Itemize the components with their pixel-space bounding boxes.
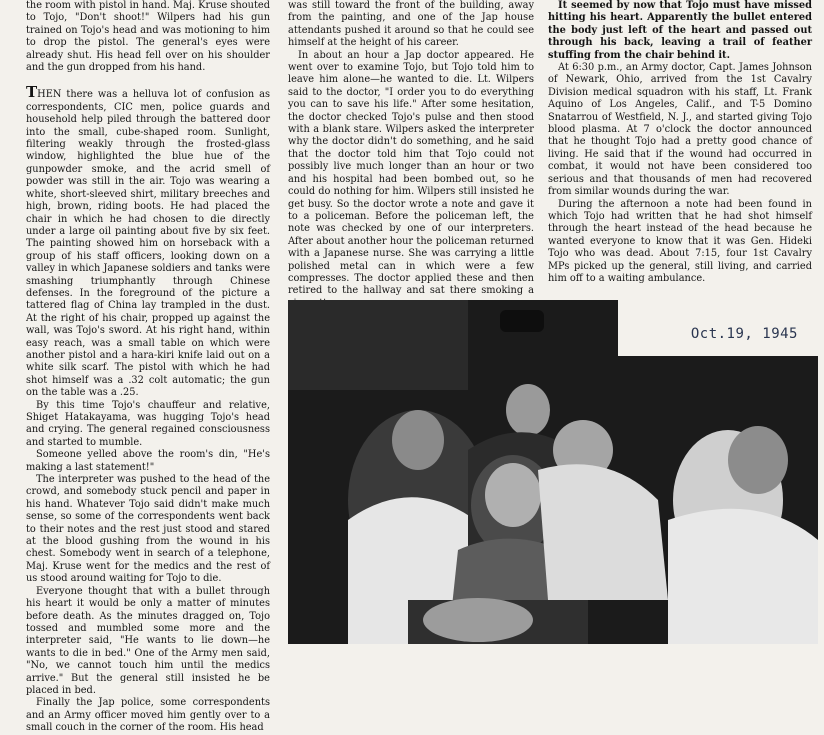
article-column-3 [548, 0, 812, 292]
paragraph-dropcap [26, 83, 270, 399]
paragraph: was still toward the front of the building, away from the painting, and one of the Jap house attendants pushed it around so that he could see himself at the height of his career. [288, 0, 534, 49]
paragraph: By this time Tojo's chauffeur and relative, Shiget Hatakayama, was hugging Tojo's head and crying. The general regained consciousness and started to mumble. [26, 399, 270, 448]
drop-cap: T [26, 83, 38, 102]
date-stamp: Oct.19, 1945 [690, 326, 798, 342]
article-column-1 [26, 0, 270, 734]
paragraph: the room with pistol in hand. Maj. Kruse shouted to Tojo, "Don't shoot!" Wilpers had his gun trained on Tojo's head and was motioning to him to drop the pistol. The general's eyes were already shut. His head fell over on his shoulder and the gun dropped from his hand. [26, 0, 270, 74]
paragraph: Someone yelled above the room's din, "He's making a last statement!" [26, 449, 270, 473]
article-column-2 [288, 0, 534, 297]
paragraph: During the afternoon a note had been found in which Tojo had written that he had shot himself through the heart instead of the head because he wanted everyone to know that it was Gen. Hideki Tojo who was dead. About 7:15, four 1st Cavalry MPs picked up the general, still living, and carried him off to a waiting ambulance. [548, 198, 812, 284]
paragraph: At 6:30 p.m., an Army doctor, Capt. James Johnson of Newark, Ohio, arrived from the 1st Cavalry Division medical squadron with his staff, Lt. Frank Aquino of Los Angeles, Calif., and T-5 Domino Snatarrou of Westfield, N. J., and started giving Tojo blood plasma. At 7 o'clock the doctor announced that he thought Tojo had a pretty good chance of living. He said that if the wound had occurred in combat, it would not have been considered too serious and that thousands of men had recovered from similar wounds during the war. [548, 62, 812, 198]
paragraph: In about an hour a Jap doctor appeared. He went over to examine Tojo, but Tojo told him to leave him alone—he wanted to die. Lt. Wilpers said to the doctor, "I order you to do everything you can to save his life." After some hesitation, the doctor checked Tojo's pulse and then stood with a blank stare. Wilpers asked the interpreter why the doctor didn't do something, and he said that the doctor told him that Tojo could not possibly live much longer than an hour or two and his hospital had been bombed out, so he could do nothing for him. Wilpers still insisted he get busy. So the doctor wrote a note and gave it to a policeman. Before the policeman left, the note was checked by one of our interpreters. After about another hour the policeman returned with a Japanese nurse. She was carrying a little polished metal can in which were a few compresses. The doctor applied these and then retired to the hallway and sat there smoking a [288, 49, 534, 297]
paragraph: Finally the Jap police, some correspondents and an Army officer moved him gently over to a small couch in the corner of the room. His head [26, 697, 270, 734]
paragraph: The interpreter was pushed to the head of the crowd, and somebody stuck pencil and paper in his hand. Whatever Tojo said didn't make much sense, so some of the correspondents went back to their notes and the rest just stood and stared at the blood gushing from the wound in his chest. Somebody went in search of a telephone, Maj. Kruse went for the medics and the rest of us stood around waiting for Tojo to die. [26, 474, 270, 585]
paragraph: Everyone thought that with a bullet through his heart it would be only a matter of minutes before death. As the minutes dragged on, Tojo tossed and mumbled some more and the interpreter said, "He wants to lie down—he wants to die in bed." One of the Army men said, "No, we cannot touch him until the medics arrive." But the general still insisted he be placed in bed. [26, 585, 270, 696]
news-photograph [288, 300, 818, 644]
paragraph-text: HEN there was a helluva lot of confusion as correspondents, CIC men, police guards and household help piled through the battered door into the small, cube-shaped room. Sunlight, filtering weakly through the frosted-glass window, highlighted the blue hue of the gunpowder smoke, and the acrid smell of powder was still in the air. Tojo was wearing a white, short-sleeved shirt, military breeches and high, brown, riding boots. He had placed the chair in which he had chosen to die directly under a large oil painting about five by six feet. The painting showed him on horseback with a group of his staff officers, looking down on a valley in which Japanese soldiers and tanks were smashing triumphantly through Chinese defenses. In the foreground of the picture a tattered flag of China lay trampled in the dust. At the right of his chair, propped up against the wall, was Tojo's sword. At his right hand, within easy reach, was a small table on which were another pistol and a hara-kiri knife laid out on a white silk scarf. The pistol with which he had shot himself was a .32 colt automatic; the gun on the table was a .25. [26, 89, 270, 399]
paragraph: It seemed by now that Tojo must have missed hitting his heart. Apparently the bullet entered the body just left of the heart and passed out through his back, leaving a trail of feather stuffing from the chair behind it. [548, 0, 812, 61]
